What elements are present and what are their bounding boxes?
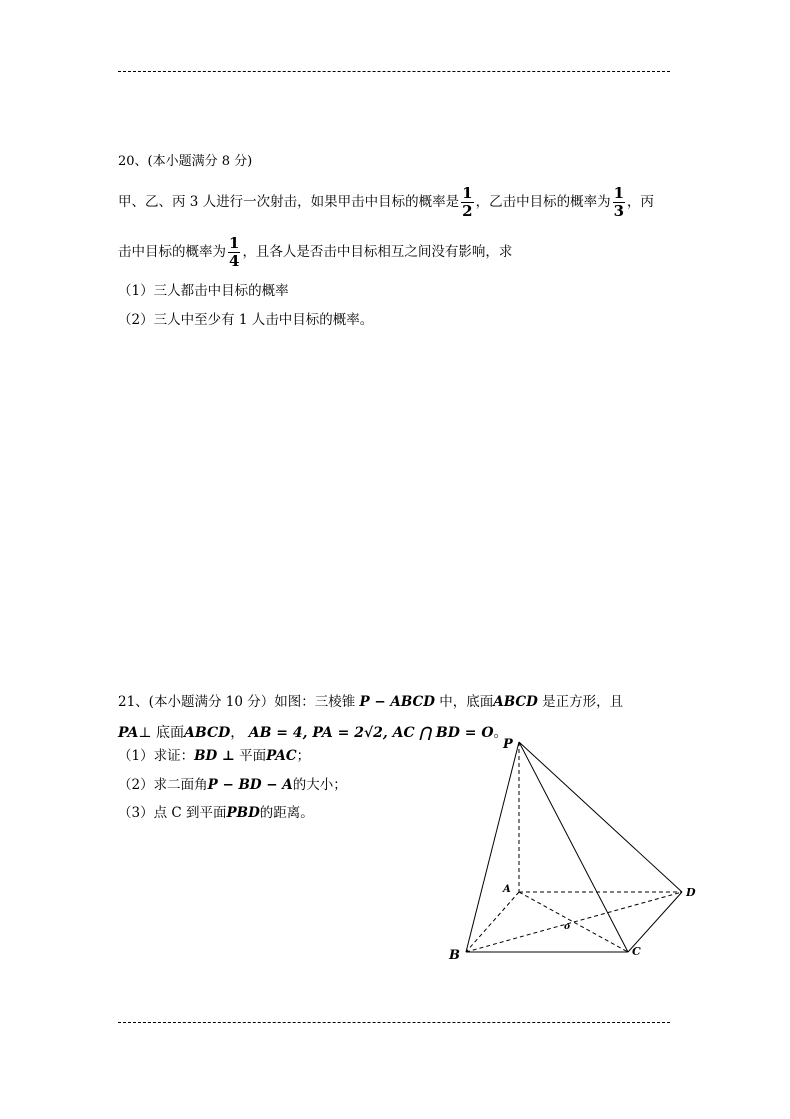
vertex-label-p: P xyxy=(503,737,513,752)
edge-pd xyxy=(519,742,682,892)
q21-conditions: PA⊥ 底面ABCD， AB = 4, PA = 2√2, AC ⋂ BD = O。 xyxy=(118,725,508,741)
q21-part-3: （3）点 C 到平面PBD的距离。 xyxy=(118,805,314,821)
edge-ac-hidden xyxy=(519,892,628,952)
vertex-label-o: o xyxy=(564,922,571,932)
q20-text: ，乙击中目标的概率为 xyxy=(475,194,611,210)
vertex-label-c: C xyxy=(632,945,641,958)
bottom-dashed-rule xyxy=(118,1022,670,1023)
q20-text: ，丙 xyxy=(627,194,655,210)
edge-pc xyxy=(519,742,628,952)
edge-cd xyxy=(628,892,682,952)
q20-text: 击中目标的概率为 xyxy=(118,244,226,260)
vertex-label-b: B xyxy=(449,948,460,963)
q20-header: 20、(本小题满分 8 分) xyxy=(118,154,253,169)
edge-bd-hidden xyxy=(466,892,682,952)
q20-part-2: （2）三人中至少有 1 人击中目标的概率。 xyxy=(118,312,374,328)
q20-part-1: （1）三人都击中目标的概率 xyxy=(118,283,289,299)
q21-part-1: （1）求证：BD ⊥ 平面PAC； xyxy=(118,748,311,764)
edge-pb xyxy=(466,742,519,952)
math-base: ABCD xyxy=(493,694,538,710)
q20-text: 甲、乙、丙 3 人进行一次射击，如果甲击中目标的概率是 xyxy=(118,194,460,210)
q21-part-2: （2）求二面角P − BD − A的大小； xyxy=(118,777,347,793)
fraction-quarter: $\frac{1}{4}$ xyxy=(229,234,240,270)
vertex-label-d: D xyxy=(686,886,696,899)
fraction-half: $\frac{1}{2}$ xyxy=(462,184,473,220)
math-conditions: AB = 4, PA = 2√2, AC ⋂ BD = O xyxy=(248,725,494,741)
q21-header: 21、(本小题满分 10 分）如图：三棱锥 P − ABCD 中，底面ABCD 是正方形，且 xyxy=(118,694,624,710)
fraction-third: $\frac{1}{3}$ xyxy=(613,184,625,220)
vertex-label-a: A xyxy=(503,884,511,895)
q20-text: ，且各人是否击中目标相互之间没有影响，求 xyxy=(242,244,513,260)
math-pyramid: P − ABCD xyxy=(359,694,435,710)
